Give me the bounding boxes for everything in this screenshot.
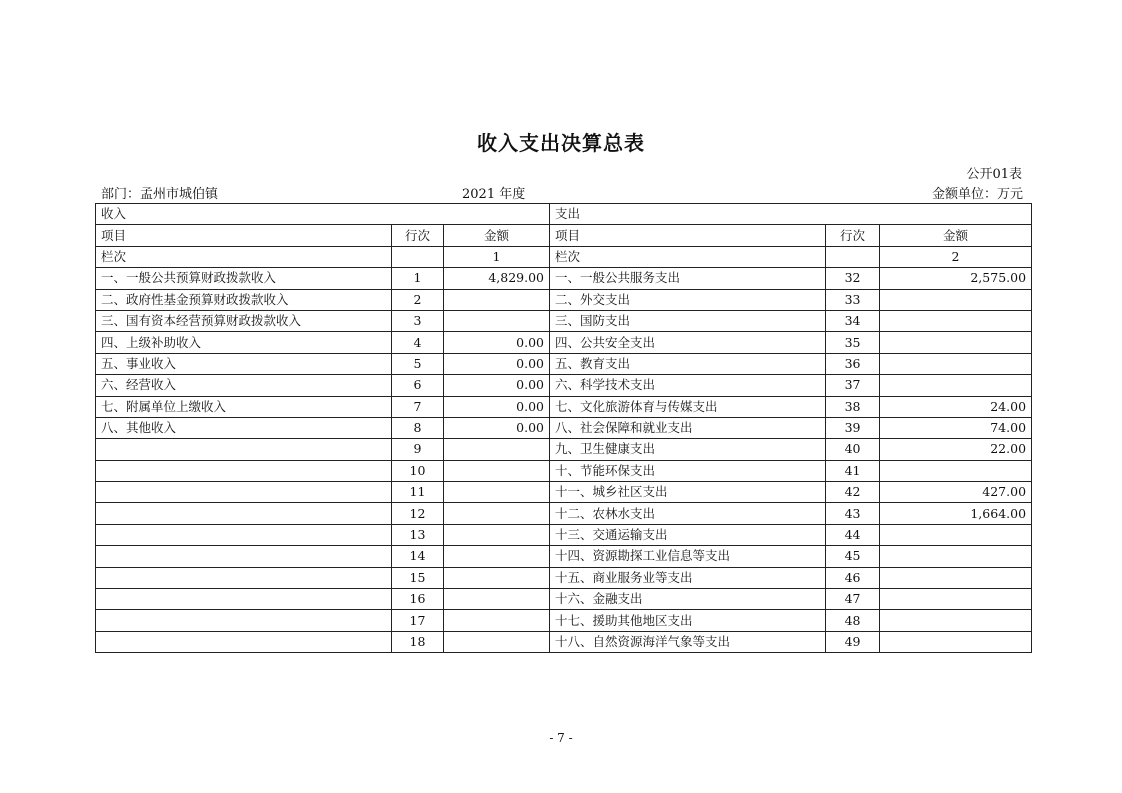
income-amount-cell: [444, 546, 550, 567]
department-label: 部门：孟州市城伯镇: [101, 187, 219, 202]
income-section-header: 收入: [96, 204, 550, 225]
income-item-cell: [96, 503, 392, 524]
income-row-no-cell: 8: [392, 417, 444, 438]
income-amount-cell: [444, 631, 550, 652]
expense-row-no-cell: 40: [826, 439, 880, 460]
table-row: [96, 396, 1032, 417]
expense-row-no-cell: 44: [826, 524, 880, 545]
table-row: [96, 289, 1032, 310]
table-body: [96, 204, 1032, 653]
expense-item-header: 项目: [550, 225, 826, 246]
table-row: [96, 417, 1032, 438]
expense-row-no-cell: 48: [826, 610, 880, 631]
income-item-cell: [96, 460, 392, 481]
income-row-no-cell: 12: [392, 503, 444, 524]
income-row-no-cell: 2: [392, 289, 444, 310]
income-item-cell: 二、政府性基金预算财政拨款收入: [96, 289, 392, 310]
expense-item-cell: 十四、资源勘探工业信息等支出: [550, 546, 826, 567]
income-amount-cell: [444, 482, 550, 503]
expense-amount-cell: [880, 631, 1032, 652]
expense-row-no-cell: 36: [826, 353, 880, 374]
column-header-row: [96, 225, 1032, 246]
expense-item-cell: 八、社会保障和就业支出: [550, 417, 826, 438]
expense-section-header: 支出: [550, 204, 1032, 225]
page-number: - 7 -: [549, 731, 573, 745]
table-row: [96, 375, 1032, 396]
expense-amount-cell: [880, 524, 1032, 545]
income-amount-cell: 4,829.00: [444, 268, 550, 289]
expense-amount-cell: [880, 332, 1032, 353]
expense-item-cell: 十五、商业服务业等支出: [550, 567, 826, 588]
expense-item-cell: 七、文化旅游体育与传媒支出: [550, 396, 826, 417]
income-item-header: 项目: [96, 225, 392, 246]
amount-unit: 金额单位：万元: [931, 187, 1023, 202]
income-amount-cell: [444, 567, 550, 588]
expense-item-cell: 三、国防支出: [550, 310, 826, 331]
income-item-cell: [96, 567, 392, 588]
table-row: [96, 631, 1032, 652]
expense-amount-cell: 74.00: [880, 417, 1032, 438]
income-item-cell: [96, 439, 392, 460]
income-item-cell: [96, 524, 392, 545]
income-row-no-cell: 15: [392, 567, 444, 588]
expense-index-label: 栏次: [550, 246, 826, 267]
income-amount-cell: [444, 439, 550, 460]
expense-column-index: 2: [880, 246, 1032, 267]
income-row-no-cell: 3: [392, 310, 444, 331]
expense-amount-cell: [880, 460, 1032, 481]
expense-item-cell: 十七、援助其他地区支出: [550, 610, 826, 631]
expense-amount-cell: [880, 567, 1032, 588]
income-row-no-cell: 5: [392, 353, 444, 374]
income-item-cell: [96, 631, 392, 652]
income-row-no-cell: 16: [392, 589, 444, 610]
income-row-no-cell: 17: [392, 610, 444, 631]
table-row: [96, 332, 1032, 353]
income-amount-cell: [444, 610, 550, 631]
expense-item-cell: 十八、自然资源海洋气象等支出: [550, 631, 826, 652]
table-row: [96, 610, 1032, 631]
income-amount-cell: [444, 589, 550, 610]
expense-index-blank: [826, 246, 880, 267]
expense-amount-cell: [880, 546, 1032, 567]
expense-amount-cell: [880, 289, 1032, 310]
income-item-cell: [96, 482, 392, 503]
expense-item-cell: 一、一般公共服务支出: [550, 268, 826, 289]
income-item-cell: 三、国有资本经营预算财政拨款收入: [96, 310, 392, 331]
income-item-cell: 八、其他收入: [96, 417, 392, 438]
income-item-cell: 一、一般公共预算财政拨款收入: [96, 268, 392, 289]
income-row-no-cell: 4: [392, 332, 444, 353]
table-row: [96, 503, 1032, 524]
table-row: [96, 567, 1032, 588]
income-item-cell: [96, 589, 392, 610]
income-index-label: 栏次: [96, 246, 392, 267]
expense-row-no-cell: 46: [826, 567, 880, 588]
income-row-no-cell: 18: [392, 631, 444, 652]
income-row-no-header: 行次: [392, 225, 444, 246]
table-row: [96, 268, 1032, 289]
table-row: [96, 310, 1032, 331]
income-row-no-cell: 10: [392, 460, 444, 481]
income-row-no-cell: 1: [392, 268, 444, 289]
income-amount-cell: 0.00: [444, 332, 550, 353]
expense-row-no-header: 行次: [826, 225, 880, 246]
table-row: [96, 546, 1032, 567]
income-amount-cell: [444, 503, 550, 524]
expense-row-no-cell: 33: [826, 289, 880, 310]
expense-row-no-cell: 37: [826, 375, 880, 396]
income-amount-cell: [444, 524, 550, 545]
income-amount-cell: [444, 310, 550, 331]
income-index-blank: [392, 246, 444, 267]
expense-amount-cell: [880, 353, 1032, 374]
income-amount-cell: [444, 460, 550, 481]
expense-amount-cell: [880, 589, 1032, 610]
income-item-cell: 七、附属单位上缴收入: [96, 396, 392, 417]
expense-item-cell: 五、教育支出: [550, 353, 826, 374]
expense-row-no-cell: 49: [826, 631, 880, 652]
income-item-cell: 四、上级补助收入: [96, 332, 392, 353]
expense-item-cell: 二、外交支出: [550, 289, 826, 310]
income-amount-cell: 0.00: [444, 417, 550, 438]
expense-amount-cell: [880, 610, 1032, 631]
income-column-index: 1: [444, 246, 550, 267]
expense-row-no-cell: 34: [826, 310, 880, 331]
expense-item-cell: 四、公共安全支出: [550, 332, 826, 353]
income-expense-table: [95, 203, 1032, 653]
income-item-cell: 五、事业收入: [96, 353, 392, 374]
expense-row-no-cell: 42: [826, 482, 880, 503]
table-row: [96, 482, 1032, 503]
expense-item-cell: 十二、农林水支出: [550, 503, 826, 524]
expense-amount-cell: 427.00: [880, 482, 1032, 503]
expense-item-cell: 六、科学技术支出: [550, 375, 826, 396]
expense-row-no-cell: 45: [826, 546, 880, 567]
expense-row-no-cell: 32: [826, 268, 880, 289]
expense-item-cell: 十、节能环保支出: [550, 460, 826, 481]
income-row-no-cell: 14: [392, 546, 444, 567]
section-header-row: [96, 204, 1032, 225]
income-row-no-cell: 7: [392, 396, 444, 417]
income-amount-cell: [444, 289, 550, 310]
income-row-no-cell: 6: [392, 375, 444, 396]
income-row-no-cell: 13: [392, 524, 444, 545]
expense-row-no-cell: 38: [826, 396, 880, 417]
income-amount-cell: 0.00: [444, 396, 550, 417]
income-item-cell: [96, 546, 392, 567]
expense-item-cell: 十一、城乡社区支出: [550, 482, 826, 503]
column-index-row: [96, 246, 1032, 267]
expense-item-cell: 十三、交通运输支出: [550, 524, 826, 545]
income-row-no-cell: 9: [392, 439, 444, 460]
report-meta: [101, 183, 1023, 203]
income-amount-header: 金额: [444, 225, 550, 246]
income-amount-cell: 0.00: [444, 353, 550, 374]
table-row: [96, 353, 1032, 374]
expense-row-no-cell: 43: [826, 503, 880, 524]
expense-amount-cell: 22.00: [880, 439, 1032, 460]
income-item-cell: [96, 610, 392, 631]
form-code: 公开01表: [966, 167, 1022, 182]
expense-row-no-cell: 35: [826, 332, 880, 353]
expense-amount-cell: [880, 310, 1032, 331]
table-row: [96, 439, 1032, 460]
expense-item-cell: 九、卫生健康支出: [550, 439, 826, 460]
expense-amount-cell: 24.00: [880, 396, 1032, 417]
expense-row-no-cell: 41: [826, 460, 880, 481]
income-item-cell: 六、经营收入: [96, 375, 392, 396]
expense-item-cell: 十六、金融支出: [550, 589, 826, 610]
expense-amount-cell: [880, 375, 1032, 396]
report-title: 收入支出决算总表: [477, 131, 645, 155]
expense-amount-cell: 2,575.00: [880, 268, 1032, 289]
expense-row-no-cell: 47: [826, 589, 880, 610]
table-row: [96, 460, 1032, 481]
expense-row-no-cell: 39: [826, 417, 880, 438]
fiscal-year: 2021 年度: [462, 187, 526, 202]
income-amount-cell: 0.00: [444, 375, 550, 396]
income-row-no-cell: 11: [392, 482, 444, 503]
table-row: [96, 524, 1032, 545]
expense-amount-cell: 1,664.00: [880, 503, 1032, 524]
table-row: [96, 589, 1032, 610]
expense-amount-header: 金额: [880, 225, 1032, 246]
